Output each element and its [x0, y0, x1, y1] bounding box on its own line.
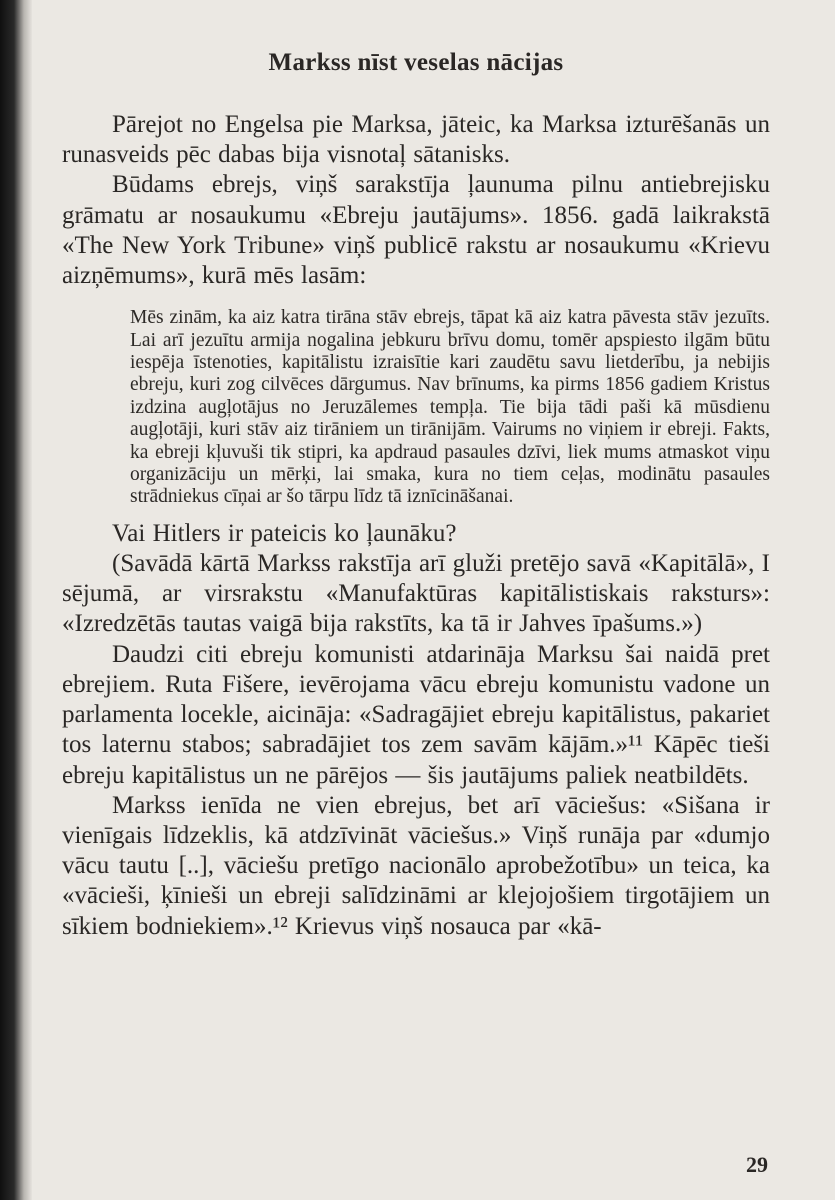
book-gutter-shadow — [0, 0, 32, 1200]
paragraph: Vai Hitlers ir pateicis ko ļaunāku? — [112, 519, 457, 547]
paragraph: Pārejot no Engelsa pie Marksa, jāteic, ka Marksa izturēšanās un runasveids pēc dabas bija visnotaļ sātanisks. — [62, 111, 770, 169]
page-number: 29 — [746, 1152, 768, 1177]
paragraph: Daudzi citi ebreju komunisti atdarināja Marksu šai naidā pret ebrejiem. Ruta Fišere, ievērojama vācu ebreju komunistu vadone un parlamenta locekle, aicināja: «Sadragājiet ebreju kapitālistus, pakariet tos laternu stabos; sabradājiet tos zem savām kājām.»¹¹ Kāpēc tieši ebreju kapitālistus un ne pārējos — šis jautājums paliek neatbildēts. — [62, 640, 770, 789]
block-quote: Mēs zinām, ka aiz katra tirāna stāv ebrejs, tāpat kā aiz katra pāvesta stāv jezuīts. Lai arī jezuītu armija nogalina jebkuru brīvu domu, tomēr apspiesto ilgām būtu iespēja īstenoties, kapitālistu izraisītie kari zaudētu savu lietderību, ja nebijis ebreju, kuri zog cilvēces dārgumus. Nav brīnums, ka pirms 1856 gadiem Kristus izdzina augļotājus no Jeruzālemes tempļa. Tie bija tādi paši kā mūsdienu augļotāji, kuri stāv aiz tirāniem un tirānijām. Vairums no viņiem ir ebreji. Fakts, ka ebreji kļuvuši tik stipri, ka apdraud pasaules dzīvi, liek mums atmaskot viņu organizāciju un mērķi, lai smaka, kura no tiem ceļas, modinātu pasaules strādniekus cīņai ar šo tārpu līdz tā iznīcināšanai. — [130, 307, 770, 508]
paragraph: Markss ienīda ne vien ebrejus, bet arī vāciešus: «Sišana ir vienīgais līdzeklis, kā atdzīvināt vāciešus.» Viņš runāja par «dumjo vācu tautu [..], vāciešu pretīgo nacionālo aprobežotību» un teica, ka «vācieši, ķīnieši un ebreji salīdzināmi ar klejojošiem tirgotājiem un sīkiem bodniekiem».¹² Krievus viņš nosauca par «kā- — [62, 791, 770, 940]
page-content — [62, 38, 770, 942]
paragraph: Būdams ebrejs, viņš sarakstīja ļaunuma pilnu antiebrejisku grāmatu ar nosaukumu «Ebreju jautājums». 1856. gadā laikrakstā «The New York Tribune» viņš publicē rakstu ar nosaukumu «Krievu aizņēmums», kurā mēs lasām: — [62, 171, 770, 290]
body-text — [62, 110, 770, 291]
paragraph: (Savādā kārtā Markss rakstīja arī gluži pretējo savā «Kapitālā», I sējumā, ar virsrakstu «Manufaktūras kapitālistiskais raksturs»: «Izredzētās tautas vaigā bija rakstīts, ka tā ir Jahves īpašums.») — [62, 550, 770, 638]
chapter-heading: Markss nīst veselas nācijas — [268, 49, 564, 76]
body-text-continued — [62, 519, 770, 942]
